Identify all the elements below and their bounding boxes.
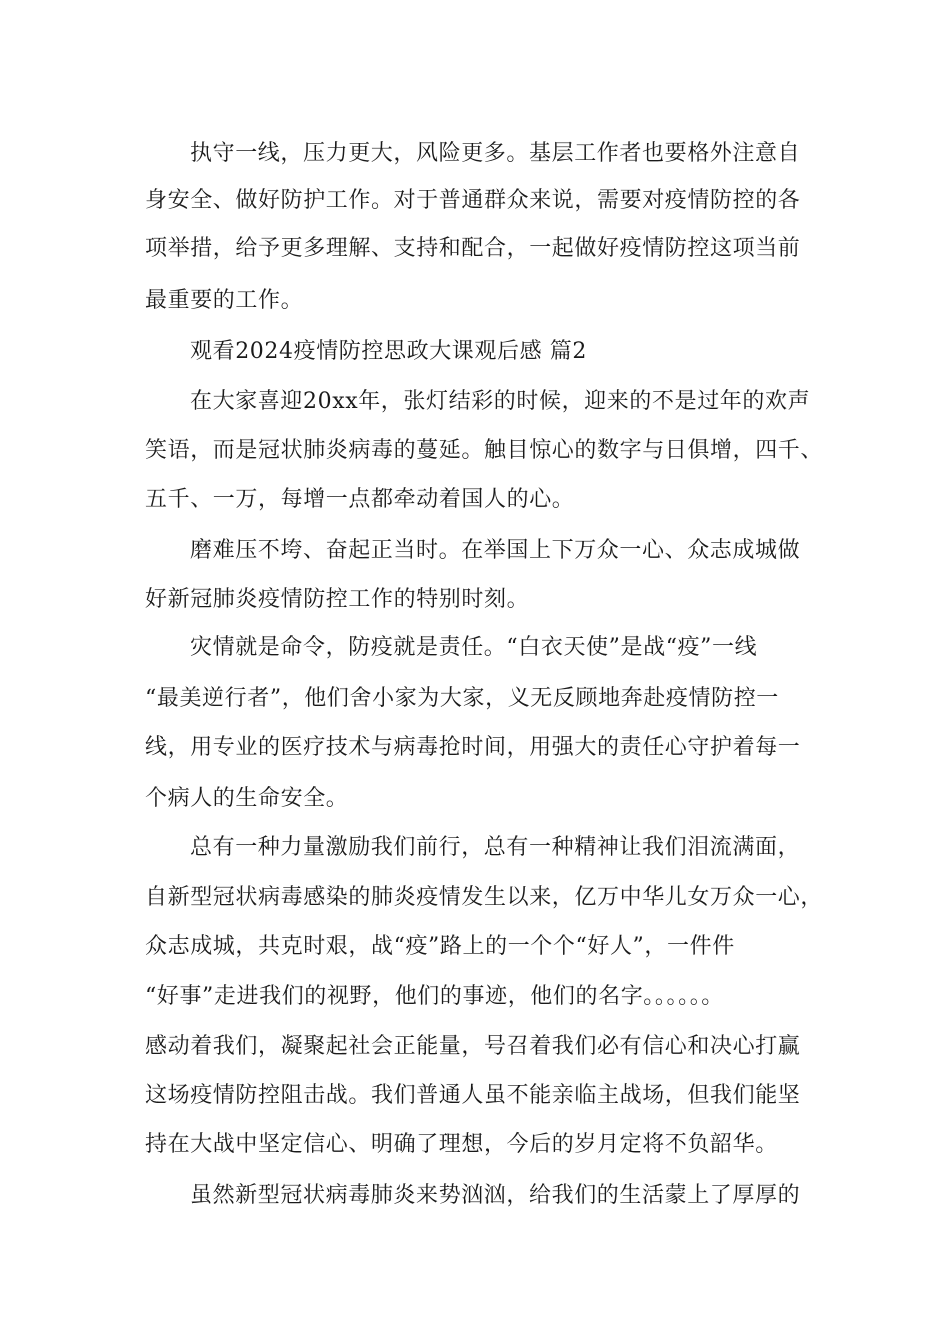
text-line: 五千、一万，每增一点都牵动着国人的心。 [145, 487, 575, 512]
text-line: 自新型冠状病毒感染的肺炎疫情发生以来，亿万中华儿女万众一心， [145, 885, 824, 910]
text-line: “最美逆行者”，他们舍小家为大家，义无反顾地奔赴疫情防控一 [145, 686, 779, 711]
text-line: 虽然新型冠状病毒肺炎来势汹汹，给我们的生活蒙上了厚厚的 [190, 1183, 801, 1208]
text-line: 灾情就是命令，防疫就是责任。“白衣天使”是战“疫”一线 [190, 635, 758, 660]
text-line: 众志成城，共克时艰，战“疫”路上的一个个“好人”，一件件 [145, 934, 735, 959]
text-line: 笑语，而是冠状肺炎病毒的蔓延。触目惊心的数字与日俱增，四千、 [145, 438, 824, 463]
text-line: 最重要的工作。 [145, 288, 304, 313]
text-line: 好新冠肺炎疫情防控工作的特别时刻。 [145, 587, 530, 612]
text-line: 总有一种力量激励我们前行，总有一种精神让我们泪流满面， [190, 835, 801, 860]
text-line: 这场疫情防控阻击战。我们普通人虽不能亲临主战场，但我们能坚 [145, 1083, 801, 1108]
text-line: 在大家喜迎20xx年，张灯结彩的时候，迎来的不是过年的欢声 [190, 389, 811, 414]
heading-line: 观看2024疫情防控思政大课观后感 篇2 [190, 339, 587, 364]
text-line: 执守一线，压力更大，风险更多。基层工作者也要格外注意自 [190, 141, 801, 166]
text-line: 磨难压不垮、奋起正当时。在举国上下万众一心、众志成城做 [190, 538, 801, 563]
text-line: “好事”走进我们的视野，他们的事迹，他们的名字。。。。。。 [145, 984, 724, 1009]
text-line: 感动着我们，凝聚起社会正能量，号召着我们必有信心和决心打赢 [145, 1034, 801, 1059]
text-line: 持在大战中坚定信心、明确了理想，今后的岁月定将不负韶华。 [145, 1132, 778, 1157]
text-line: 线，用专业的医疗技术与病毒抢时间，用强大的责任心守护着每一 [145, 735, 801, 760]
text-line: 个病人的生命安全。 [145, 786, 349, 811]
text-line: 身安全、做好防护工作。对于普通群众来说，需要对疫情防控的各 [145, 188, 801, 213]
text-line: 项举措，给予更多理解、支持和配合，一起做好疫情防控这项当前 [145, 236, 801, 261]
